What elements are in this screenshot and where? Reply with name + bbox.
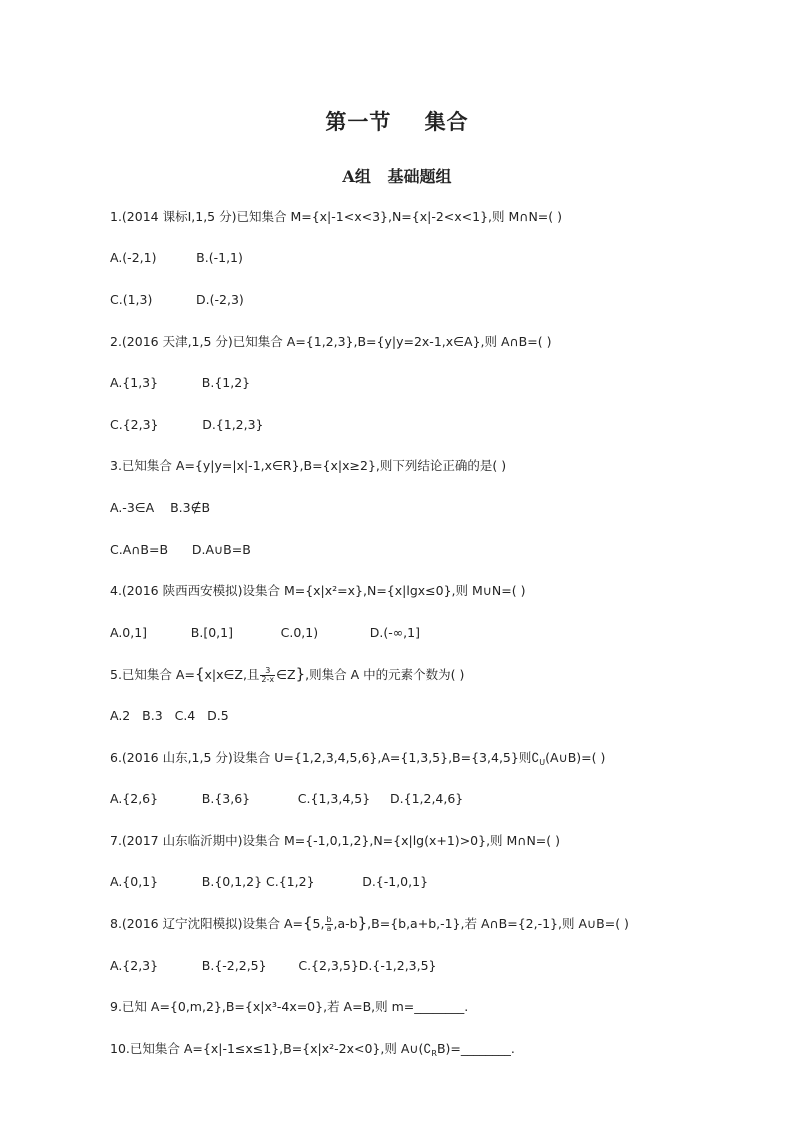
page-title: 第一节 集合 xyxy=(325,109,469,134)
question-2: 2.(2016 天津,1,5 分)已知集合 A={1,2,3},B={y|y=2x-1,x∈A},则 A∩B=( ) xyxy=(110,334,552,349)
question-7-options: A.{0,1} B.{0,1,2} C.{1,2} D.{-1,0,1} xyxy=(110,874,429,889)
question-5 xyxy=(110,665,464,684)
question-10-prefix: 10.已知集合 A={x|-1≤x≤1},B={x|x²-2x<0},则 A∪(∁ xyxy=(110,1041,432,1056)
question-5-inner: x|x∈Z,且 xyxy=(204,667,260,682)
question-1-options-row-1: A.(-2,1) B.(-1,1) xyxy=(110,250,243,265)
fraction-denominator: 2-x xyxy=(261,675,275,684)
fraction-numerator: 3 xyxy=(260,667,275,676)
question-8 xyxy=(110,914,629,933)
question-3-options-row-1: A.-3∈A B.3∉B xyxy=(110,500,211,515)
question-1: 1.(2014 课标Ⅰ,1,5 分)已知集合 M={x|-1<x<3},N={x|-2<x<1},则 M∩N=( ) xyxy=(110,209,562,224)
fraction xyxy=(260,667,275,684)
fraction-denominator: a xyxy=(326,924,332,933)
question-6-options: A.{2,6} B.{3,6} C.{1,3,4,5} D.{1,2,4,6} xyxy=(110,791,464,806)
section-title: A组 基础题组 xyxy=(342,167,452,186)
question-6-prefix: 6.(2016 山东,1,5 分)设集合 U={1,2,3,4,5,6},A={1,3,5},B={3,4,5}则∁ xyxy=(110,750,540,765)
question-10 xyxy=(110,1040,515,1063)
question-5-inner-2: ∈Z xyxy=(276,667,296,682)
question-3-options-row-2: C.A∩B=B D.A∪B=B xyxy=(110,542,251,557)
question-5-options: A.2 B.3 C.4 D.5 xyxy=(110,708,229,723)
question-2-options-row-1: A.{1,3} B.{1,2} xyxy=(110,375,251,390)
brace-close: } xyxy=(295,665,306,683)
question-4: 4.(2016 陕西西安模拟)设集合 M={x|x²=x},N={x|lgx≤0},则 M∪N=( ) xyxy=(110,583,526,598)
question-6-suffix: (A∪B)=( ) xyxy=(545,750,606,765)
question-8-inner: 5, xyxy=(312,916,325,931)
question-4-options: A.0,1] B.[0,1] C.0,1) D.(-∞,1] xyxy=(110,625,420,640)
question-5-suffix: ,则集合 A 中的元素个数为( ) xyxy=(305,667,465,682)
question-2-options-row-2: C.{2,3} D.{1,2,3} xyxy=(110,417,264,432)
complement-subscript: R xyxy=(431,1049,437,1058)
question-8-prefix: 8.(2016 辽宁沈阳模拟)设集合 A= xyxy=(110,916,303,931)
question-10-suffix: B)=________. xyxy=(436,1041,515,1056)
question-9: 9.已知 A={0,m,2},B={x|x³-4x=0},若 A=B,则 m=________. xyxy=(110,999,469,1014)
question-8-suffix: ,B={b,a+b,-1},若 A∩B={2,-1},则 A∪B=( ) xyxy=(367,916,629,931)
question-8-inner-2: ,a-b xyxy=(333,916,358,931)
brace-open: { xyxy=(194,665,205,683)
question-6 xyxy=(110,749,605,772)
fraction-numerator: b xyxy=(326,915,332,924)
question-3: 3.已知集合 A={y|y=|x|-1,x∈R},B={x|x≥2},则下列结论正确的是( ) xyxy=(110,458,507,473)
brace-close: } xyxy=(357,914,368,932)
question-1-options-row-2: C.(1,3) D.(-2,3) xyxy=(110,292,244,307)
question-7: 7.(2017 山东临沂期中)设集合 M={-1,0,1,2},N={x|lg(x+1)>0},则 M∩N=( ) xyxy=(110,833,561,848)
fraction xyxy=(325,916,332,933)
question-8-options: A.{2,3} B.{-2,2,5} C.{2,3,5}D.{-1,2,3,5} xyxy=(110,958,437,973)
question-5-prefix: 5.已知集合 A= xyxy=(110,667,195,682)
brace-open: { xyxy=(302,914,313,932)
complement-subscript: U xyxy=(539,758,546,767)
